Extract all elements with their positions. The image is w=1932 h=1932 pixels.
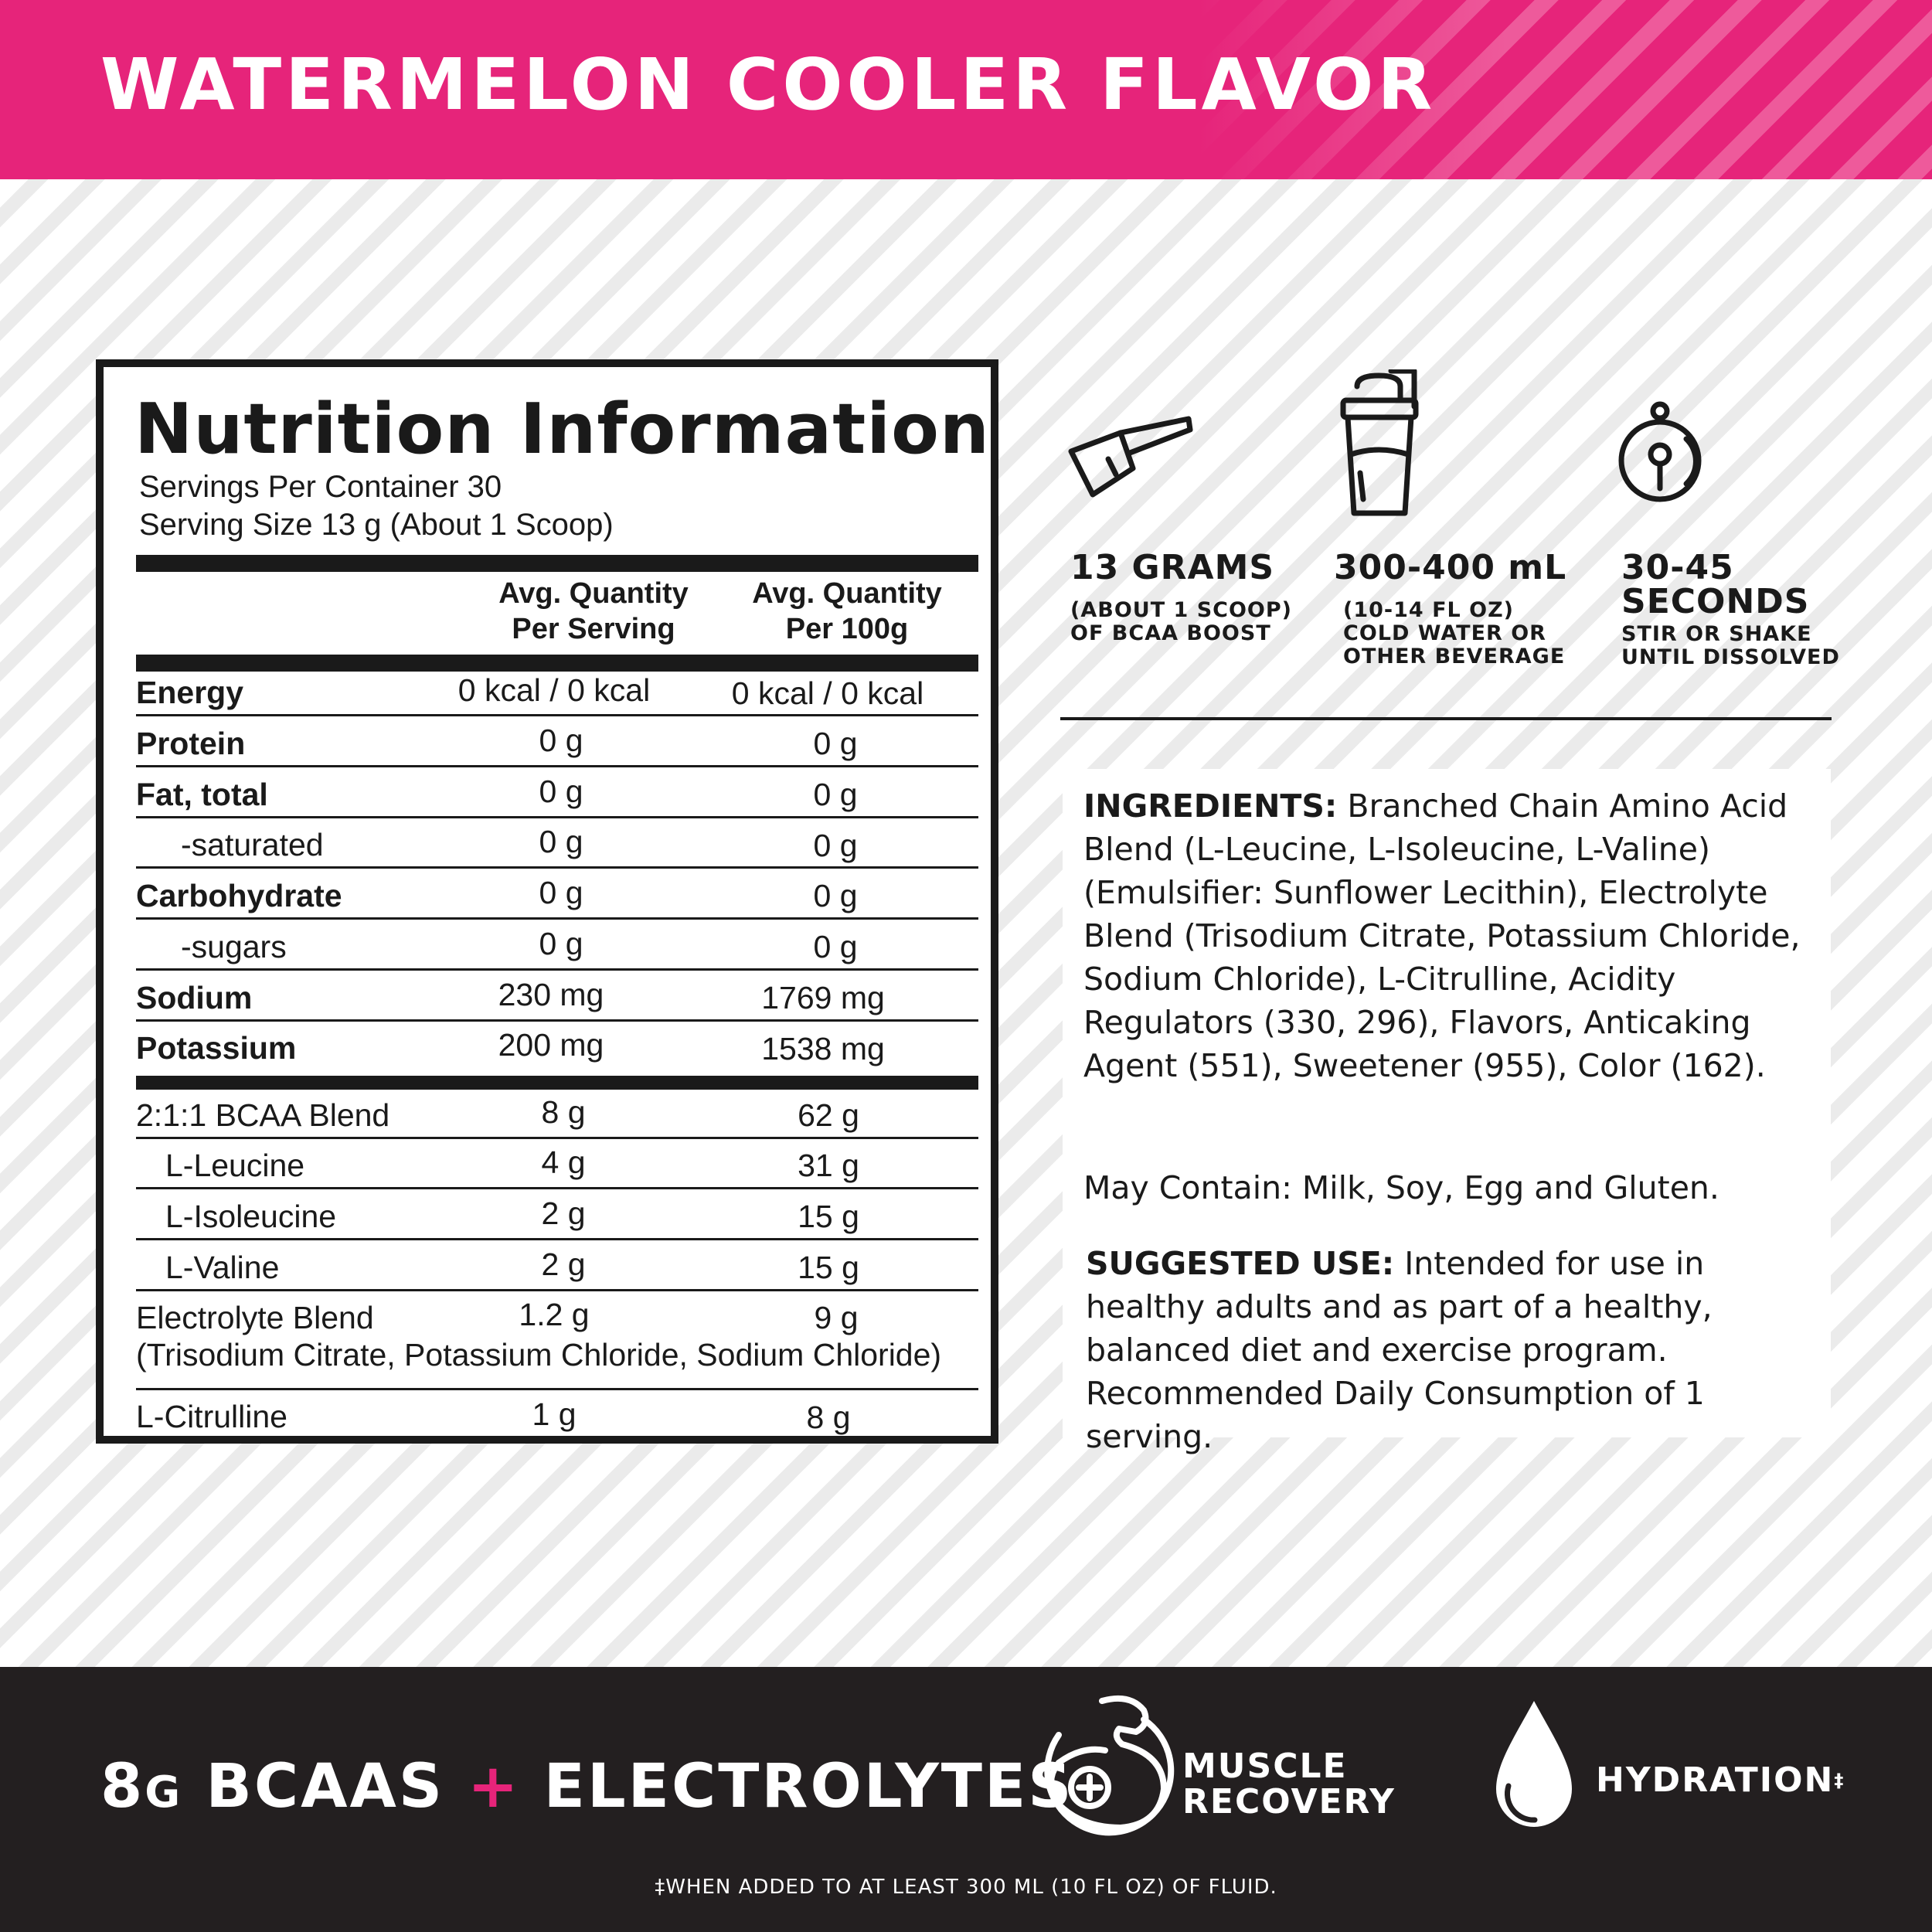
ingredients-label: INGREDIENTS: — [1083, 787, 1338, 825]
tagline-bcaas: BCAAS — [182, 1752, 468, 1821]
bcaa-per-100g: 62 g — [798, 1097, 859, 1133]
time-subtext: STIR OR SHAKE UNTIL DISSOLVED — [1621, 622, 1840, 669]
row-divider — [136, 1019, 978, 1022]
row-label-sugars: -sugars — [181, 929, 287, 964]
sugars-per-100g: 0 g — [813, 929, 858, 964]
row-label-leucine: L-Leucine — [165, 1148, 305, 1183]
tagline-unit: G — [145, 1767, 183, 1818]
ingredients-text: Branched Chain Amino Acid Blend (L-Leucine, L-Isoleucine, L-Valine) (Emulsifier: Sunflower Lecithin), Electrolyte Blend (Trisodium Citrate, Potassium Chloride, Sodium Chloride), L-Citrulline, Acidity Regulators (330, 296), Flavors, Anticaking Agent (551), Sweetener (955), Color (162). — [1083, 787, 1801, 1084]
bcaa-per-serving: 8 g — [541, 1094, 586, 1130]
scoop-subtext: (ABOUT 1 SCOOP) OF BCAA BOOST — [1070, 598, 1292, 645]
row-label-electrolyte-blend: Electrolyte Blend — [136, 1300, 374, 1335]
row-label-carbohydrate: Carbohydrate — [136, 878, 342, 913]
isoleucine-per-100g: 15 g — [798, 1199, 859, 1234]
col-header-line: Per Serving — [512, 613, 675, 645]
row-divider — [136, 1388, 978, 1390]
col-header-line: Avg. Quantity — [498, 577, 689, 610]
valine-per-100g: 15 g — [798, 1250, 859, 1285]
time-heading-2: SECONDS — [1621, 582, 1810, 621]
footnote: ‡WHEN ADDED TO AT LEAST 300 ML (10 FL OZ) OF FLUID. — [655, 1876, 1277, 1899]
col-header-line: Per 100g — [785, 613, 909, 645]
carbohydrate-per-100g: 0 g — [813, 878, 858, 913]
leucine-per-100g: 31 g — [798, 1148, 859, 1183]
fat-per-100g: 0 g — [813, 777, 858, 812]
row-label-citrulline: L-Citrulline — [136, 1399, 287, 1434]
hydration-text: HYDRATION — [1596, 1760, 1835, 1800]
muscle-icon — [1028, 1689, 1182, 1843]
valine-per-serving: 2 g — [541, 1247, 586, 1282]
servings-per-container: Servings Per Container 30 — [139, 470, 502, 504]
water-subtext: (10-14 FL OZ) COLD WATER OR OTHER BEVERAGE — [1343, 598, 1566, 668]
divider-thick — [136, 655, 978, 672]
saturated-per-100g: 0 g — [813, 828, 858, 863]
row-divider — [136, 968, 978, 971]
potassium-per-100g: 1538 mg — [761, 1031, 885, 1066]
row-label-protein: Protein — [136, 726, 246, 761]
time-heading-1: 30-45 — [1621, 548, 1734, 587]
tagline — [100, 1752, 1073, 1821]
row-divider — [136, 866, 978, 869]
row-label-isoleucine: L-Isoleucine — [165, 1199, 337, 1234]
flavor-banner — [0, 0, 1932, 179]
flavor-title: WATERMELON COOLER FLAVOR — [100, 43, 1437, 126]
allergen-statement: May Contain: Milk, Soy, Egg and Gluten. — [1083, 1169, 1719, 1206]
saturated-per-serving: 0 g — [539, 824, 583, 859]
row-divider — [136, 1187, 978, 1189]
row-label-energy: Energy — [136, 675, 243, 710]
potassium-per-serving: 200 mg — [498, 1027, 604, 1063]
shaker-icon — [1337, 369, 1422, 518]
citrulline-per-100g: 8 g — [806, 1400, 851, 1435]
tagline-electrolytes: ELECTROLYTES — [520, 1752, 1074, 1821]
col-header-per-100g — [716, 576, 978, 647]
row-divider — [136, 1238, 978, 1240]
scoop-heading: 13 GRAMS — [1070, 548, 1275, 587]
row-divider — [136, 714, 978, 716]
citrulline-per-serving: 1 g — [532, 1396, 577, 1432]
ingredients-paragraph — [1083, 784, 1818, 1087]
row-divider — [136, 917, 978, 920]
row-divider — [136, 1137, 978, 1139]
row-label-valine: L-Valine — [165, 1250, 280, 1285]
fat-per-serving: 0 g — [539, 774, 583, 809]
col-header-per-serving — [462, 576, 725, 647]
muscle-label-2: RECOVERY — [1182, 1782, 1396, 1821]
electrolyte-per-100g: 9 g — [814, 1300, 859, 1335]
muscle-label-1: MUSCLE — [1182, 1747, 1348, 1786]
sodium-per-serving: 230 mg — [498, 977, 604, 1012]
suggested-use-label: SUGGESTED USE: — [1086, 1245, 1395, 1282]
row-label-fat: Fat, total — [136, 777, 268, 812]
nutrition-panel — [96, 359, 998, 1444]
row-label-saturated: -saturated — [181, 827, 324, 862]
carbohydrate-per-serving: 0 g — [539, 875, 583, 910]
row-divider — [136, 1289, 978, 1291]
scoop-icon — [1066, 402, 1198, 502]
ingredients-box — [1063, 769, 1831, 1455]
protein-per-100g: 0 g — [813, 726, 858, 761]
row-label-sodium: Sodium — [136, 980, 253, 1015]
section-separator — [1060, 717, 1832, 720]
protein-per-serving: 0 g — [539, 723, 583, 758]
serving-size: Serving Size 13 g (About 1 Scoop) — [139, 508, 614, 542]
stopwatch-icon — [1615, 400, 1708, 509]
sugars-per-serving: 0 g — [539, 926, 583, 961]
divider-thick — [136, 1076, 978, 1090]
row-label-potassium: Potassium — [136, 1030, 297, 1066]
nutrition-title: Nutrition Information — [134, 389, 990, 470]
tagline-plus: + — [468, 1752, 521, 1821]
tagline-amount: 8 — [100, 1752, 145, 1821]
hydration-dagger: ‡ — [1834, 1770, 1845, 1791]
leucine-per-serving: 4 g — [541, 1145, 586, 1180]
electrolyte-per-serving: 1.2 g — [519, 1297, 590, 1332]
suggested-use-paragraph — [1086, 1242, 1820, 1458]
hydration-label — [1596, 1760, 1845, 1800]
divider-thick — [136, 555, 978, 572]
electrolyte-detail: (Trisodium Citrate, Potassium Chloride, Sodium Chloride) — [136, 1337, 942, 1372]
suggested-use-text: Intended for use in healthy adults and as part of a healthy, balanced diet and exercise program. Recommended Daily Consumption of 1 serving. — [1086, 1245, 1713, 1455]
energy-per-serving: 0 kcal / 0 kcal — [457, 672, 651, 708]
row-divider — [136, 816, 978, 818]
sodium-per-100g: 1769 mg — [761, 980, 885, 1015]
isoleucine-per-serving: 2 g — [541, 1196, 586, 1231]
col-header-line: Avg. Quantity — [752, 577, 942, 610]
energy-per-100g: 0 kcal / 0 kcal — [731, 675, 924, 711]
row-divider — [136, 765, 978, 767]
bottom-bar — [0, 1667, 1932, 1932]
water-heading: 300-400 mL — [1334, 548, 1567, 587]
water-drop-icon — [1492, 1698, 1577, 1837]
row-label-bcaa-blend: 2:1:1 BCAA Blend — [136, 1097, 390, 1133]
